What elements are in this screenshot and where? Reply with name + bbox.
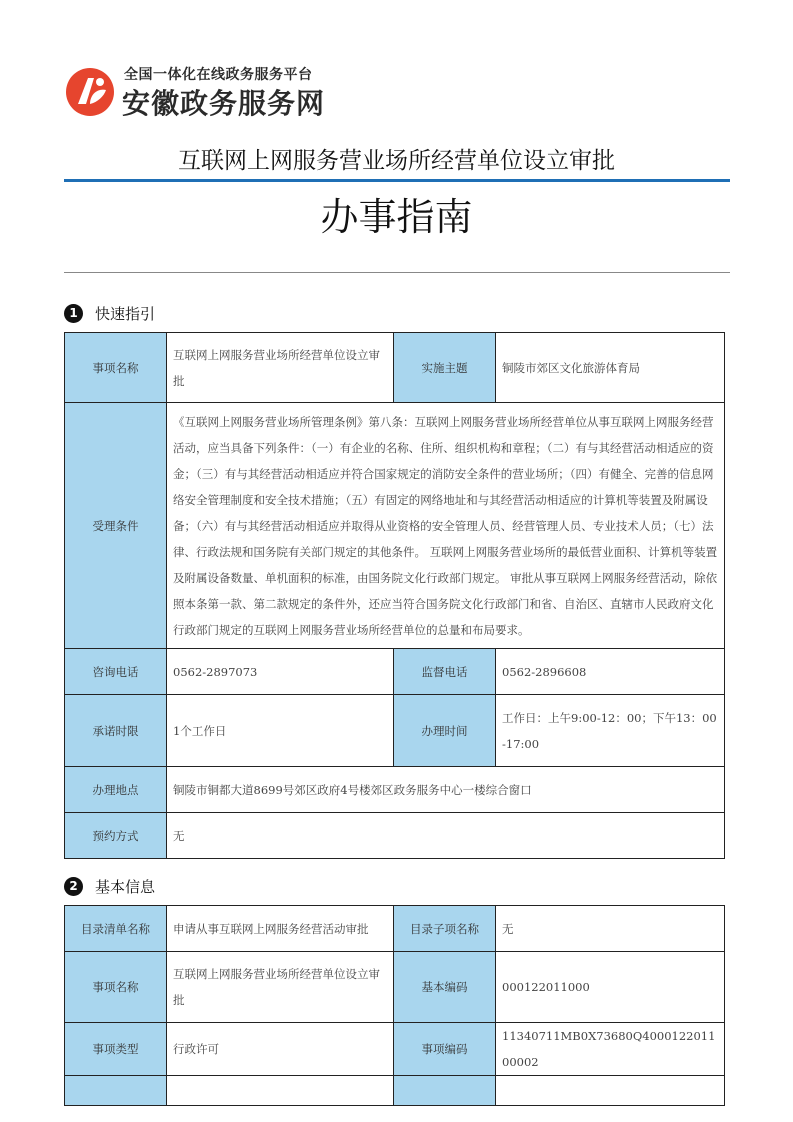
section-number-1: 1 (64, 304, 83, 323)
table-row (65, 1076, 725, 1106)
supervise-phone-label: 监督电话 (394, 649, 496, 695)
item-type-label: 事项类型 (65, 1023, 167, 1076)
promise-limit-value: 1个工作日 (167, 695, 394, 767)
item-name-value: 互联网上网服务营业场所经营单位设立审批 (167, 333, 394, 403)
table-row (65, 952, 725, 1023)
item-type-value: 行政许可 (167, 1023, 394, 1076)
item-name-label: 事项名称 (65, 333, 167, 403)
basic-info-table (64, 905, 725, 1106)
catalog-name-label: 目录清单名称 (65, 906, 167, 952)
table-row (65, 767, 725, 813)
item-title: 互联网上网服务营业场所经营单位设立审批 (178, 148, 615, 174)
catalog-sub-value: 无 (496, 906, 725, 952)
table-row (65, 649, 725, 695)
anhui-gov-logo-icon (64, 66, 116, 118)
consult-phone-label: 咨询电话 (65, 649, 167, 695)
promise-limit-label: 承诺时限 (65, 695, 167, 767)
supervise-phone-value: 0562-2896608 (496, 649, 725, 695)
consult-phone-value: 0562-2897073 (167, 649, 394, 695)
section-title-basic-info: 基本信息 (95, 877, 156, 896)
item-name-value-2: 互联网上网服务营业场所经营单位设立审批 (167, 952, 394, 1023)
table-cell-continued (394, 1076, 496, 1106)
item-code-value: 11340711MB0X73680Q400012201100002 (496, 1023, 725, 1076)
appointment-value: 无 (167, 813, 725, 859)
section-quick-guide (64, 301, 155, 325)
location-label: 办理地点 (65, 767, 167, 813)
conditions-value: 《互联网上网服务营业场所管理条例》第八条：互联网上网服务营业场所经营单位从事互联网上网服务经营活动，应当具备下列条件：（一）有企业的名称、住所、组织机构和章程；（二）有与其经营活动相适应的资金；（三）有与其经营活动相适应并符合国家规定的消防安全条件的营业场所；（四）有健全、完善的信息网络安全管理制度和安全技术措施；（五）有固定的网络地址和与其经营活动相适应的计算机等装置及附属设备；（六）有与其经营活动相适应并取得从业资格的安全管理人员、经营管理人员、专业技术人员；（七）法律、行政法规和国务院有关部门规定的其他条件。 互联网上网服务营业场所的最低营业面积、计算机等装置及附属设备数量、单机面积的标准，由国务院文化行政部门规定。 审批从事互联网上网服务经营活动，除依照本条第一款、第二款规定的条件外，还应当符合国务院文化行政部门和省、自治区、直辖市人民政府文化行政部门规定的互联网上网服务营业场所经营单位的总量和布局要求。 (167, 403, 725, 649)
item-code-label: 事项编码 (394, 1023, 496, 1076)
section-title-quick-guide: 快速指引 (95, 304, 156, 323)
header-divider (64, 272, 730, 273)
table-row (65, 403, 725, 649)
conditions-label: 受理条件 (65, 403, 167, 649)
guide-title: 办事指南 (320, 195, 473, 239)
section-basic-info (64, 874, 155, 898)
platform-tagline: 全国一体化在线政务服务平台 (124, 67, 313, 83)
basic-code-label: 基本编码 (394, 952, 496, 1023)
basic-code-value: 000122011000 (496, 952, 725, 1023)
agency-label: 实施主题 (394, 333, 496, 403)
section-number-2: 2 (64, 877, 83, 896)
catalog-name-value: 申请从事互联网上网服务经营活动审批 (167, 906, 394, 952)
table-row (65, 695, 725, 767)
title-divider (64, 179, 730, 182)
table-row (65, 1023, 725, 1076)
site-name: 安徽政务服务网 (122, 87, 326, 120)
item-name-label-2: 事项名称 (65, 952, 167, 1023)
table-row (65, 333, 725, 403)
location-value: 铜陵市铜都大道8699号郊区政府4号楼郊区政务服务中心一楼综合窗口 (167, 767, 725, 813)
office-hours-label: 办理时间 (394, 695, 496, 767)
table-row (65, 906, 725, 952)
quick-guide-table (64, 332, 725, 859)
table-cell-continued (496, 1076, 725, 1106)
table-row (65, 813, 725, 859)
agency-value: 铜陵市郊区文化旅游体育局 (496, 333, 725, 403)
table-cell-continued (167, 1076, 394, 1106)
table-cell-continued (65, 1076, 167, 1106)
office-hours-value: 工作日：上午9:00-12：00；下午13：00-17:00 (496, 695, 725, 767)
catalog-sub-label: 目录子项名称 (394, 906, 496, 952)
appointment-label: 预约方式 (65, 813, 167, 859)
